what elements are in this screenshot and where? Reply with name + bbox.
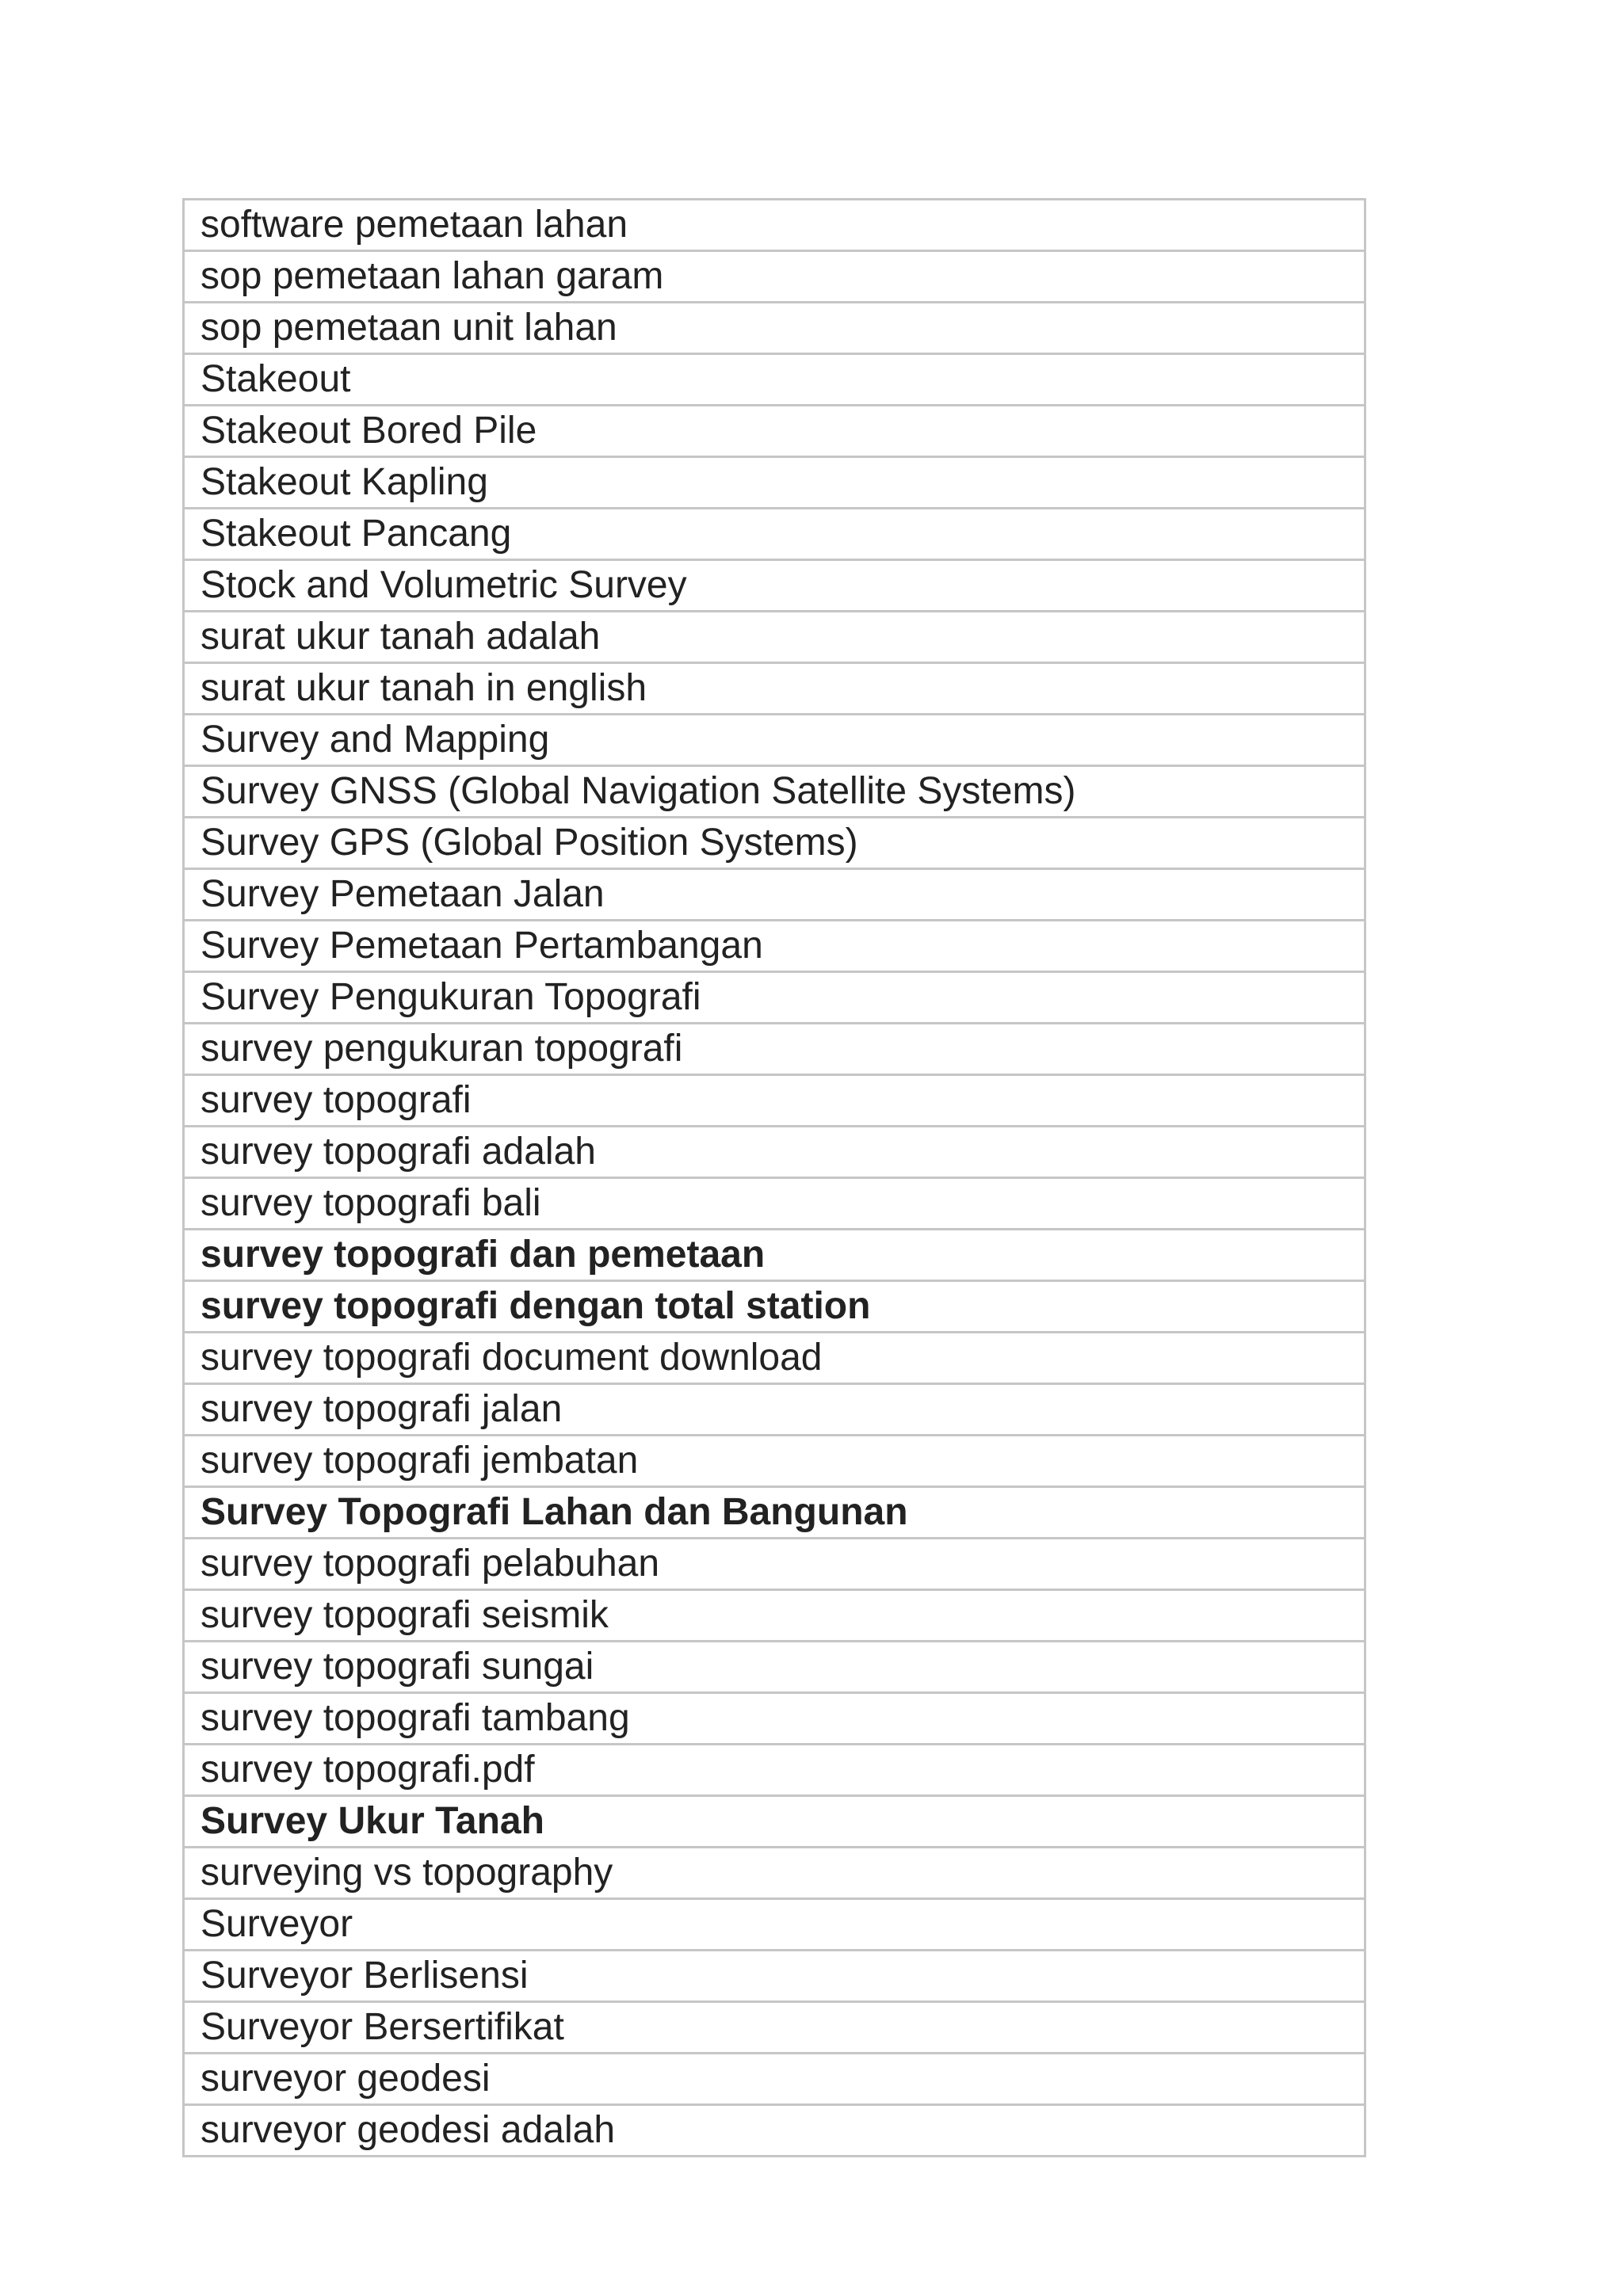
table-row bbox=[184, 2105, 1365, 2157]
table-row bbox=[184, 766, 1365, 818]
keyword-table bbox=[182, 198, 1366, 2157]
table-row bbox=[184, 1899, 1365, 1951]
table-row bbox=[184, 612, 1365, 663]
table-row bbox=[184, 715, 1365, 766]
table-row bbox=[184, 1539, 1365, 1590]
table-row bbox=[184, 1230, 1365, 1281]
keyword-cell: survey topografi jalan bbox=[184, 1384, 1365, 1436]
keyword-cell: Survey and Mapping bbox=[184, 715, 1365, 766]
keyword-cell: software pemetaan lahan bbox=[184, 200, 1365, 251]
keyword-cell: Stakeout Kapling bbox=[184, 457, 1365, 509]
table-row bbox=[184, 509, 1365, 560]
keyword-cell: survey topografi pelabuhan bbox=[184, 1539, 1365, 1590]
table-row bbox=[184, 921, 1365, 972]
table-row bbox=[184, 1024, 1365, 1075]
keyword-cell: survey topografi sungai bbox=[184, 1642, 1365, 1693]
table-row bbox=[184, 1281, 1365, 1333]
table-row bbox=[184, 869, 1365, 921]
table-row bbox=[184, 1436, 1365, 1487]
table-row bbox=[184, 1642, 1365, 1693]
keyword-cell: Survey Pemetaan Pertambangan bbox=[184, 921, 1365, 972]
table-row bbox=[184, 1693, 1365, 1745]
keyword-cell: Surveyor Berlisensi bbox=[184, 1951, 1365, 2002]
table-row bbox=[184, 1487, 1365, 1539]
keyword-cell: survey topografi dan pemetaan bbox=[184, 1230, 1365, 1281]
keyword-cell: survey topografi bbox=[184, 1075, 1365, 1127]
table-row bbox=[184, 1333, 1365, 1384]
table-row bbox=[184, 1384, 1365, 1436]
table-row bbox=[184, 560, 1365, 612]
keyword-cell: Survey GNSS (Global Navigation Satellite Systems) bbox=[184, 766, 1365, 818]
keyword-cell: Stakeout Pancang bbox=[184, 509, 1365, 560]
table-row bbox=[184, 663, 1365, 715]
table-row bbox=[184, 354, 1365, 406]
table-row bbox=[184, 2002, 1365, 2054]
keyword-cell: Surveyor bbox=[184, 1899, 1365, 1951]
keyword-cell: Stock and Volumetric Survey bbox=[184, 560, 1365, 612]
table-row bbox=[184, 1745, 1365, 1796]
table-row bbox=[184, 1590, 1365, 1642]
keyword-cell: surveyor geodesi adalah bbox=[184, 2105, 1365, 2157]
keyword-cell: surat ukur tanah in english bbox=[184, 663, 1365, 715]
keyword-cell: Survey Pemetaan Jalan bbox=[184, 869, 1365, 921]
keyword-cell: sop pemetaan lahan garam bbox=[184, 251, 1365, 303]
table-row bbox=[184, 1951, 1365, 2002]
table-row bbox=[184, 1796, 1365, 1848]
keyword-cell: surveyor geodesi bbox=[184, 2054, 1365, 2105]
table-row bbox=[184, 1178, 1365, 1230]
keyword-cell: Survey Pengukuran Topografi bbox=[184, 972, 1365, 1024]
keyword-cell: survey topografi bali bbox=[184, 1178, 1365, 1230]
keyword-cell: Surveyor Bersertifikat bbox=[184, 2002, 1365, 2054]
keyword-cell: Stakeout Bored Pile bbox=[184, 406, 1365, 457]
table-row bbox=[184, 303, 1365, 354]
table-row bbox=[184, 818, 1365, 869]
table-row bbox=[184, 200, 1365, 251]
keyword-table-body bbox=[184, 200, 1365, 2157]
keyword-cell: surveying vs topography bbox=[184, 1848, 1365, 1899]
table-row bbox=[184, 457, 1365, 509]
table-row bbox=[184, 406, 1365, 457]
keyword-cell: surat ukur tanah adalah bbox=[184, 612, 1365, 663]
keyword-cell: Survey Ukur Tanah bbox=[184, 1796, 1365, 1848]
keyword-cell: sop pemetaan unit lahan bbox=[184, 303, 1365, 354]
table-row bbox=[184, 1848, 1365, 1899]
keyword-cell: survey pengukuran topografi bbox=[184, 1024, 1365, 1075]
keyword-cell: survey topografi document download bbox=[184, 1333, 1365, 1384]
keyword-cell: survey topografi tambang bbox=[184, 1693, 1365, 1745]
keyword-cell: Survey GPS (Global Position Systems) bbox=[184, 818, 1365, 869]
table-row bbox=[184, 972, 1365, 1024]
table-row bbox=[184, 1127, 1365, 1178]
keyword-cell: survey topografi dengan total station bbox=[184, 1281, 1365, 1333]
keyword-cell: survey topografi seismik bbox=[184, 1590, 1365, 1642]
table-row bbox=[184, 1075, 1365, 1127]
keyword-cell: survey topografi.pdf bbox=[184, 1745, 1365, 1796]
table-row bbox=[184, 251, 1365, 303]
table-row bbox=[184, 2054, 1365, 2105]
keyword-cell: Survey Topografi Lahan dan Bangunan bbox=[184, 1487, 1365, 1539]
keyword-cell: survey topografi adalah bbox=[184, 1127, 1365, 1178]
keyword-cell: survey topografi jembatan bbox=[184, 1436, 1365, 1487]
keyword-cell: Stakeout bbox=[184, 354, 1365, 406]
